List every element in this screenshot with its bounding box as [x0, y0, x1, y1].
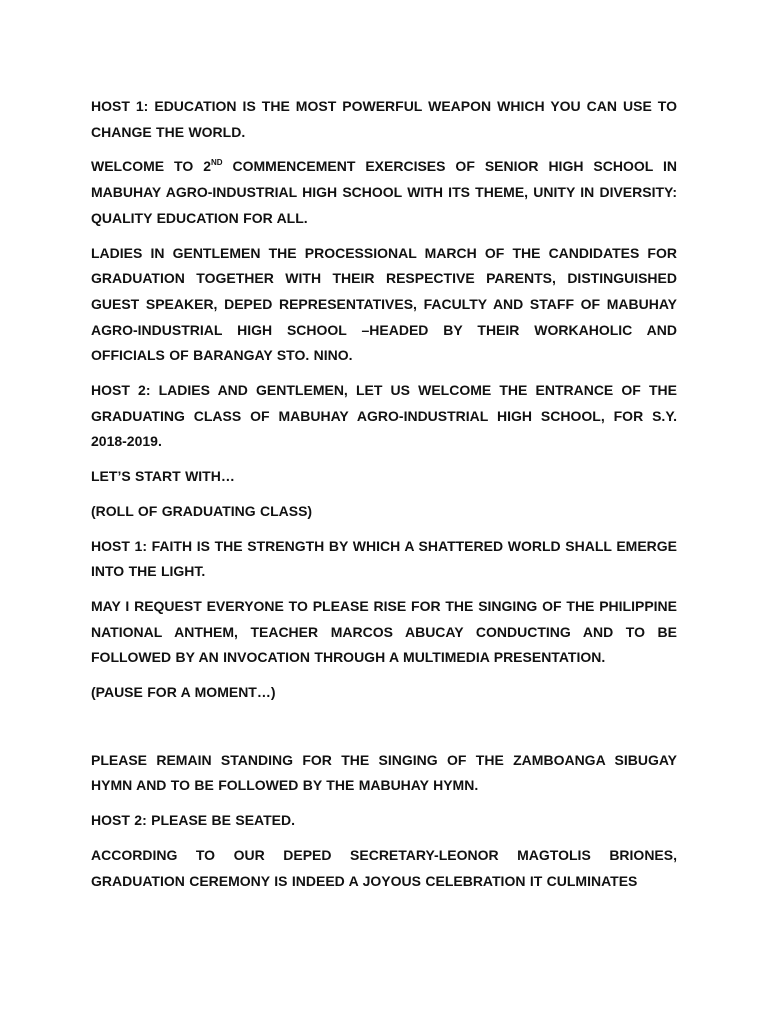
document-body	[91, 94, 677, 903]
paragraph-start-with: LET’S START WITH…	[91, 468, 235, 485]
welcome-text-start: WELCOME TO 2	[91, 158, 211, 175]
ordinal-superscript: ND	[210, 158, 223, 168]
paragraph-host1-faith: HOST 1: FAITH IS THE STRENGTH BY WHICH A SHATTERED WORLD SHALL EMERGE INTO THE LIGHT.	[91, 537, 677, 580]
paragraph-welcome	[91, 154, 677, 231]
paragraph-host1-education: HOST 1: EDUCATION IS THE MOST POWERFUL WEAPON WHICH YOU CAN USE TO CHANGE THE WORLD.	[91, 98, 677, 140]
paragraph-processional-march: LADIES IN GENTLEMEN THE PROCESSIONAL MARCH OF THE CANDIDATES FOR GRADUATION TOGETHER WITH THEIR RESPECTIVE PARENTS, DISTINGUISHED GUEST SPEAKER, DEPED REPRESENTATIVES, FACULTY AND STAFF OF MABUHAY AGRO-INDUSTRIAL HIGH SCHOOL –HEADED BY THEIR WORKAHOLIC AND OFFICIALS OF BARANGAY STO. NINO.	[91, 244, 677, 364]
paragraph-deped-secretary: ACCORDING TO OUR DEPED SECRETARY-LEONOR MAGTOLIS BRIONES, GRADUATION CEREMONY IS INDEED A JOYOUS CELEBRATION IT CULMINATES	[91, 846, 677, 889]
paragraph-host2-seated: HOST 2: PLEASE BE SEATED.	[91, 812, 295, 829]
welcome-text-end: COMMENCEMENT EXERCISES OF SENIOR HIGH SCHOOL IN MABUHAY AGRO-INDUSTRIAL HIGH SCHOOL WITH ITS THEME, UNITY IN DIVERSITY: QUALITY EDUCATION FOR ALL.	[91, 158, 677, 226]
paragraph-pause: (PAUSE FOR A MOMENT…)	[91, 684, 276, 701]
paragraph-national-anthem: MAY I REQUEST EVERYONE TO PLEASE RISE FOR THE SINGING OF THE PHILIPPINE NATIONAL ANTHEM, TEACHER MARCOS ABUCAY CONDUCTING AND TO BE FOLLOWED BY AN INVOCATION THROUGH A MULTIMEDIA PRESENTATION.	[91, 597, 677, 666]
paragraph-host2-entrance: HOST 2: LADIES AND GENTLEMEN, LET US WELCOME THE ENTRANCE OF THE GRADUATING CLASS OF MABUHAY AGRO-INDUSTRIAL HIGH SCHOOL, FOR S.Y. 2018-2019.	[91, 382, 677, 450]
paragraph-roll-of-class: (ROLL OF GRADUATING CLASS)	[91, 502, 313, 519]
paragraph-remain-standing: PLEASE REMAIN STANDING FOR THE SINGING OF THE ZAMBOANGA SIBUGAY HYMN AND TO BE FOLLOWED BY THE MABUHAY HYMN.	[91, 751, 677, 794]
